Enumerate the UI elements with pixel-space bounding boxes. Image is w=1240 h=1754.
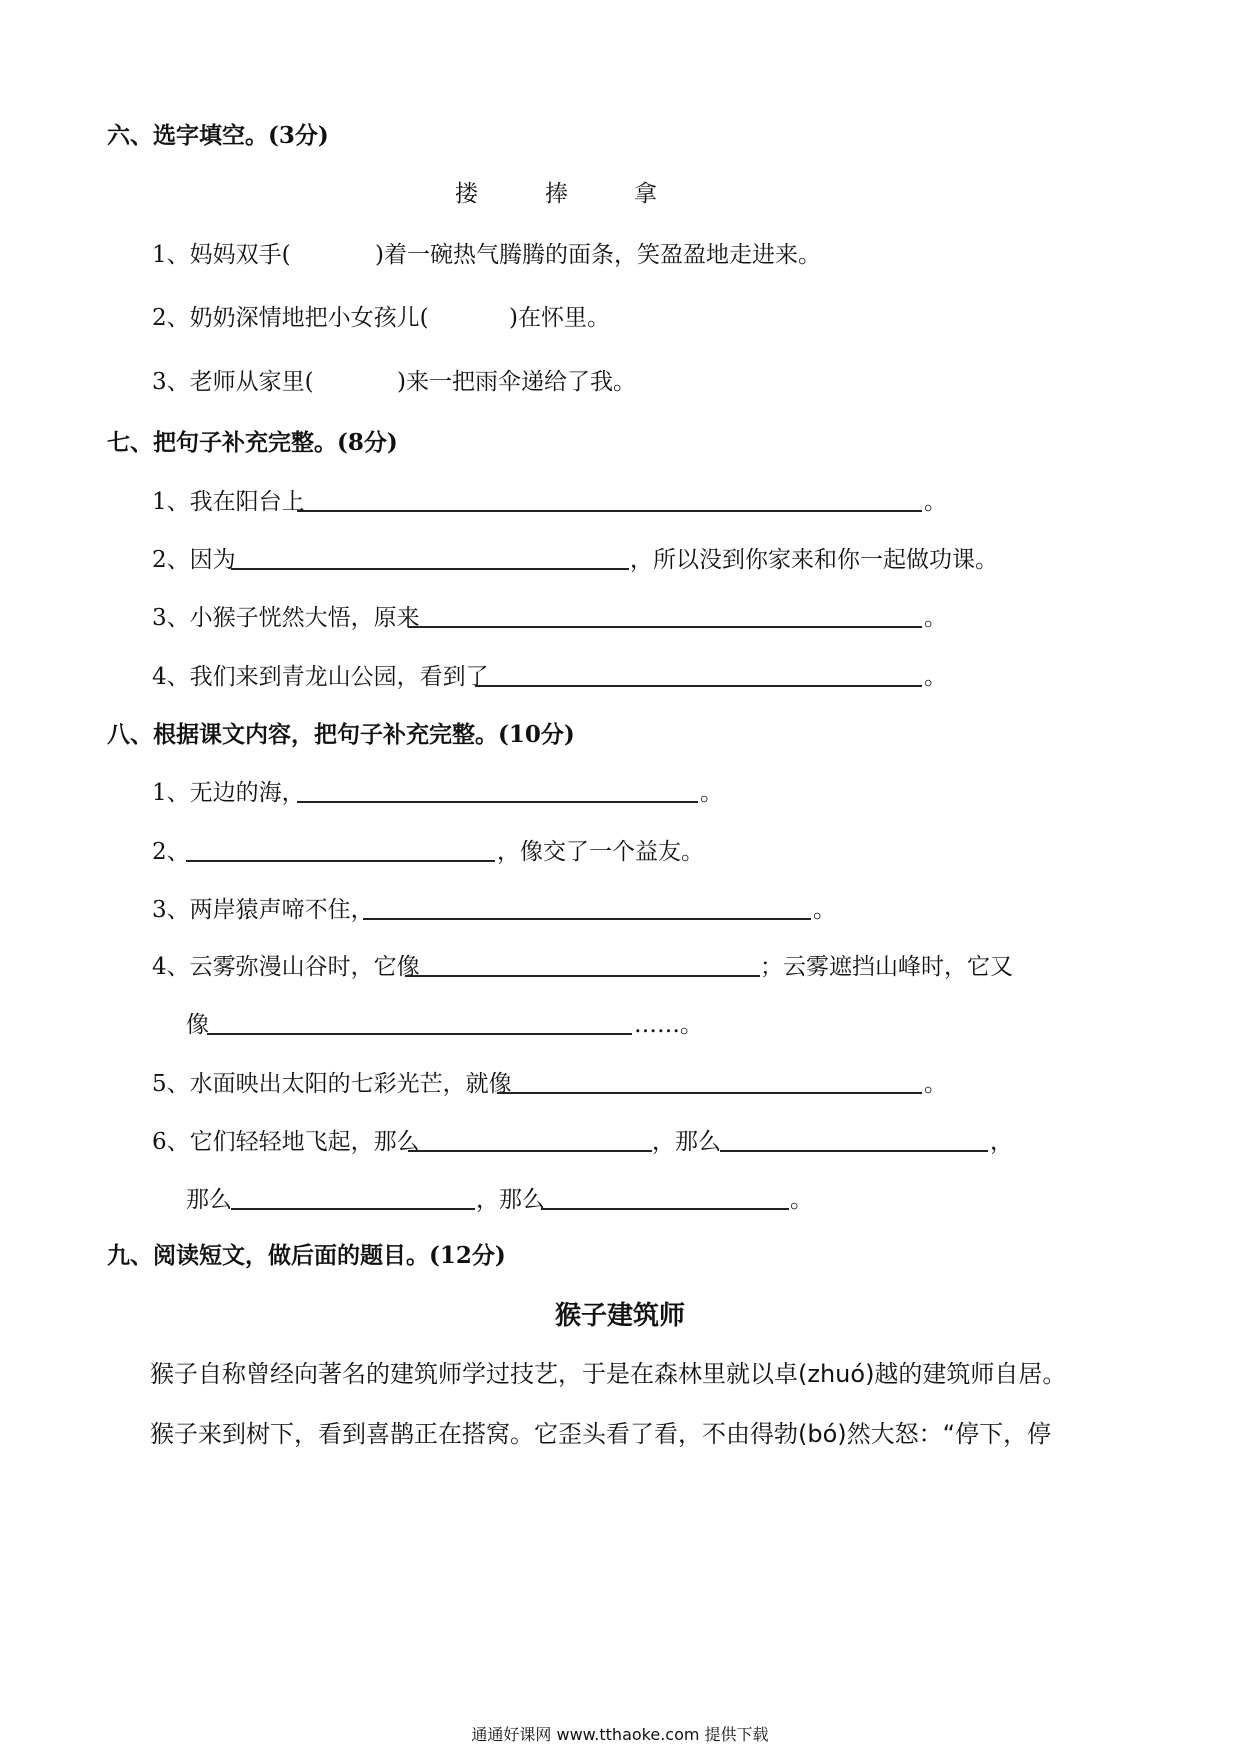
answer-line[interactable] [497,1092,922,1094]
story-title-line [0,1296,1240,1336]
s6-heading-line [0,116,1240,156]
answer-line[interactable] [231,568,629,570]
s7-item-3-post: 。 [924,605,947,631]
s8-item-6b-mid: ，那么 [476,1187,545,1213]
s8-item-5-pre: 5、水面映出太阳的七彩光芒，就像 [152,1071,512,1097]
s8-item-1 [0,773,1240,813]
s6-heading: 六、选字填空。(3分) [107,122,329,149]
s8-item-6-post: ， [990,1129,1013,1155]
answer-line[interactable] [207,1033,632,1035]
s8-item-1-post: 。 [700,780,723,806]
s6-choices [0,174,1240,214]
s8-item-5 [0,1064,1240,1104]
s8-item-6b-pre: 那么 [186,1187,232,1213]
answer-line[interactable] [231,1208,475,1210]
s7-item-2-pre: 2、因为 [152,547,236,573]
s8-item-3-post: 。 [813,897,836,923]
s8-item-3-pre: 3、两岸猿声啼不住， [152,897,374,923]
s7-item-4-post: 。 [924,664,947,690]
s8-item-6-pre: 6、它们轻轻地飞起，那么 [152,1129,420,1155]
s7-heading-line [0,423,1240,463]
answer-line[interactable] [297,801,698,803]
s9-heading-line [0,1236,1240,1276]
s8-item-6-mid: ，那么 [652,1129,721,1155]
s6-item-1 [0,235,1240,275]
s7-item-1 [0,482,1240,522]
story-p2 [0,1414,1240,1454]
s8-item-6b-post: 。 [790,1187,813,1213]
s8-item-4b-post: ……。 [634,1012,703,1038]
story-p1 [0,1354,1240,1394]
answer-line[interactable] [297,510,922,512]
answer-line[interactable] [541,1208,789,1210]
s8-item-4b-pre: 像 [186,1012,209,1038]
s8-heading: 八、根据课文内容，把句子补充完整。(10分) [107,721,575,748]
s6-item-1-pre: 1、妈妈双手( [152,242,291,268]
s8-item-4-cont [0,1005,1240,1045]
s6-item-3-pre: 3、老师从家里( [152,369,314,395]
s7-item-2 [0,540,1240,580]
choice-3: 拿 [634,181,657,207]
s8-item-3 [0,890,1240,930]
s7-item-1-post: 。 [924,489,947,515]
answer-line[interactable] [720,1150,988,1152]
story-p2-text: 猴子来到树下，看到喜鹊正在搭窝。它歪头看了看，不由得勃(bó)然大怒：“停下，停 [150,1420,1052,1448]
choice-2: 捧 [545,181,568,207]
s8-item-6 [0,1122,1240,1162]
s9-heading: 九、阅读短文，做后面的题目。(12分) [107,1242,506,1269]
s6-item-2-post: )在怀里。 [509,305,610,331]
s8-item-5-post: 。 [924,1071,947,1097]
s8-item-4-mid: ；云雾遮挡山峰时，它又 [760,954,1013,980]
s8-item-4-pre: 4、云雾弥漫山谷时，它像 [152,954,420,980]
s7-item-4 [0,657,1240,697]
s8-item-2-post: ，像交了一个益友。 [497,839,704,865]
answer-line[interactable] [405,975,760,977]
s7-item-3-pre: 3、小猴子恍然大悟，原来 [152,605,420,631]
s7-heading: 七、把句子补充完整。(8分) [107,429,398,456]
choice-1: 搂 [455,181,478,207]
s7-item-2-post: ，所以没到你家来和你一起做功课。 [630,547,998,573]
s6-item-3 [0,362,1240,402]
story-p1-text: 猴子自称曾经向著名的建筑师学过技艺，于是在森林里就以卓(zhuó)越的建筑师自居。 [150,1360,1067,1388]
s8-item-2-pre: 2、 [152,839,190,865]
story-title: 猴子建筑师 [554,1301,685,1331]
s6-item-1-post: )着一碗热气腾腾的面条，笑盈盈地走进来。 [375,242,821,268]
footer-credit: 通通好课网 www.tthaoke.com 提供下载 [471,1725,769,1744]
s7-item-3 [0,598,1240,638]
answer-line[interactable] [475,685,922,687]
answer-line[interactable] [186,860,495,862]
s8-heading-line [0,715,1240,755]
answer-line[interactable] [408,626,922,628]
answer-line[interactable] [363,918,811,920]
answer-line[interactable] [408,1150,652,1152]
s7-item-1-pre: 1、我在阳台上 [152,489,305,515]
s8-item-1-pre: 1、无边的海， [152,780,305,806]
s6-item-2-pre: 2、奶奶深情地把小女孩儿( [152,305,429,331]
s8-item-6-cont [0,1180,1240,1220]
s7-item-4-pre: 4、我们来到青龙山公园，看到了 [152,664,489,690]
s8-item-4 [0,947,1240,987]
s6-item-3-post: )来一把雨伞递给了我。 [397,369,636,395]
s8-item-2 [0,832,1240,872]
s6-item-2 [0,298,1240,338]
